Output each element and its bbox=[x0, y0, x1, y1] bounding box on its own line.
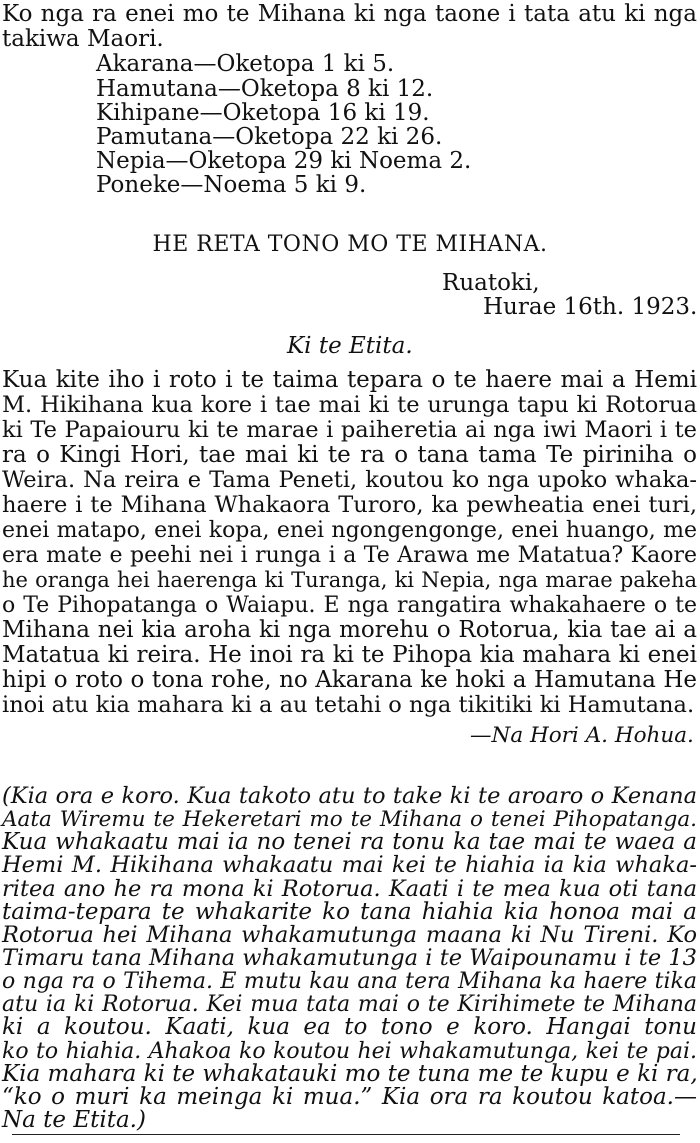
editor-reply-line: ritea ano he ra mona ki Rotorua. Kaati i te mea kua oti tana bbox=[2, 875, 697, 902]
letter-body-line: hipi o roto o tona rohe, no Akarana ke hoki a Hamutana He bbox=[2, 667, 697, 693]
bottom-divider bbox=[12, 1134, 680, 1135]
letter-body-line: Matatua ki reira. He inoi ra ki te Pihopa kia mahara ki enei bbox=[2, 642, 697, 668]
letter-body-line: o Te Pihopatanga o Waiapu. E nga rangatira whakahaere o te bbox=[2, 593, 697, 618]
editor-reply-line: Hemi M. Hikihana whakaatu mai kei te hiahia ia kia whaka- bbox=[2, 852, 697, 879]
letter-body-line: ra o Kingi Hori, tae mai ki te ra o tana tama Te piriniha o bbox=[2, 442, 697, 468]
letter-body-line: Weira. Na reira e Tama Peneti, koutou ko nga upoko whaka- bbox=[2, 467, 697, 493]
editor-reply-line: Timaru tana Mihana whakamutunga i te Waipounamu i te 13 bbox=[2, 945, 697, 971]
intro-line: takiwa Maori. bbox=[2, 26, 164, 52]
editor-reply-line: (Kia ora e koro. Kua takoto atu to take ki te aroaro o Kenana bbox=[2, 783, 697, 809]
letter-body-line: inoi atu kia mahara ki a au tetahi o nga tikitiki ki Hamutana. bbox=[2, 692, 695, 718]
letter-date: Hurae 16th. 1923. bbox=[483, 294, 698, 320]
letter-place: Ruatoki, bbox=[442, 270, 540, 296]
editor-reply-line: Kia mahara ki te whakatauki mo te tuna me te kupu e ki ra, bbox=[2, 1060, 698, 1087]
schedule-item: Poneke—Noema 5 ki 9. bbox=[96, 172, 367, 198]
editor-reply-line: atu ia ki Rotorua. Kei mua tata mai o te Kirihimete te Mihana bbox=[2, 992, 697, 1018]
editor-reply-line: taima-tepara te whakarite ko tana hiahia kia honoa mai a bbox=[2, 898, 697, 925]
letter-body-line: Kua kite iho i roto i te taima tepara o te haere mai a Hemi bbox=[2, 367, 697, 393]
letter-body-line: enei matapo, enei kopa, enei ngongengonge, enei huango, me bbox=[2, 518, 697, 543]
letter-body-line: he oranga hei haerenga ki Turanga, ki Nepia, nga marae pakeha bbox=[2, 568, 697, 592]
letter-body-line: haere i te Mihana Whakaora Turoro, ka pewheatia enei turi, bbox=[2, 492, 697, 518]
editor-reply-line: ko to hiahia. Ahakoa ko koutou hei whakamutunga, kei te pai. bbox=[2, 1038, 697, 1064]
editor-reply-line: Rotorua hei Mihana whakamutunga maana ki Nu Tireni. Ko bbox=[2, 921, 697, 948]
editor-reply-line: o nga ra o Tihema. E mutu kau ana tera Mihana ka haere tika bbox=[2, 969, 697, 995]
letter-salutation: Ki te Etita. bbox=[287, 333, 413, 359]
schedule-item: Pamutana—Oketopa 22 ki 26. bbox=[96, 124, 443, 150]
editor-reply-line: Na te Etita.) bbox=[2, 1107, 146, 1133]
letter-body-line: ki Te Papaiouru ki te marae i paiheretia ai nga iwi Maori i te bbox=[2, 417, 697, 443]
schedule-item: Nepia—Oketopa 29 ki Noema 2. bbox=[96, 148, 472, 174]
schedule-item: Kihipane—Oketopa 16 ki 19. bbox=[96, 100, 430, 126]
letter-body-line: Mihana nei kia aroha ki nga morehu o Rotorua, kia tae ai a bbox=[2, 617, 697, 643]
editor-reply-line: ki a koutou. Kaati, kua ea to tono e koro. Hangai tonu bbox=[2, 1014, 697, 1041]
editor-reply-line: Kua whakaatu mai ia no tenei ra tonu ka tae mai te waea a bbox=[2, 829, 697, 856]
schedule-item: Akarana—Oketopa 1 ki 5. bbox=[96, 51, 395, 77]
letter-heading: HE RETA TONO MO TE MIHANA. bbox=[152, 232, 548, 257]
letter-signature: —Na Hori A. Hohua. bbox=[470, 723, 694, 748]
schedule-item: Hamutana—Oketopa 8 ki 12. bbox=[96, 76, 434, 102]
editor-reply-line: Aata Wiremu te Hekeretari mo te Mihana o tenei Pihopatanga. bbox=[2, 807, 697, 833]
intro-line: Ko nga ra enei mo te Mihana ki nga taone i tata atu ki nga bbox=[2, 1, 697, 27]
editor-reply-line: “ko o muri ka meinga ki mua.” Kia ora ra koutou katoa.— bbox=[2, 1083, 697, 1110]
letter-body-line: era mate e peehi nei i runga i a Te Arawa me Matatua? Kaore bbox=[2, 543, 697, 568]
letter-body-line: M. Hikihana kua kore i tae mai ki te urunga tapu ki Rotorua bbox=[2, 392, 697, 418]
